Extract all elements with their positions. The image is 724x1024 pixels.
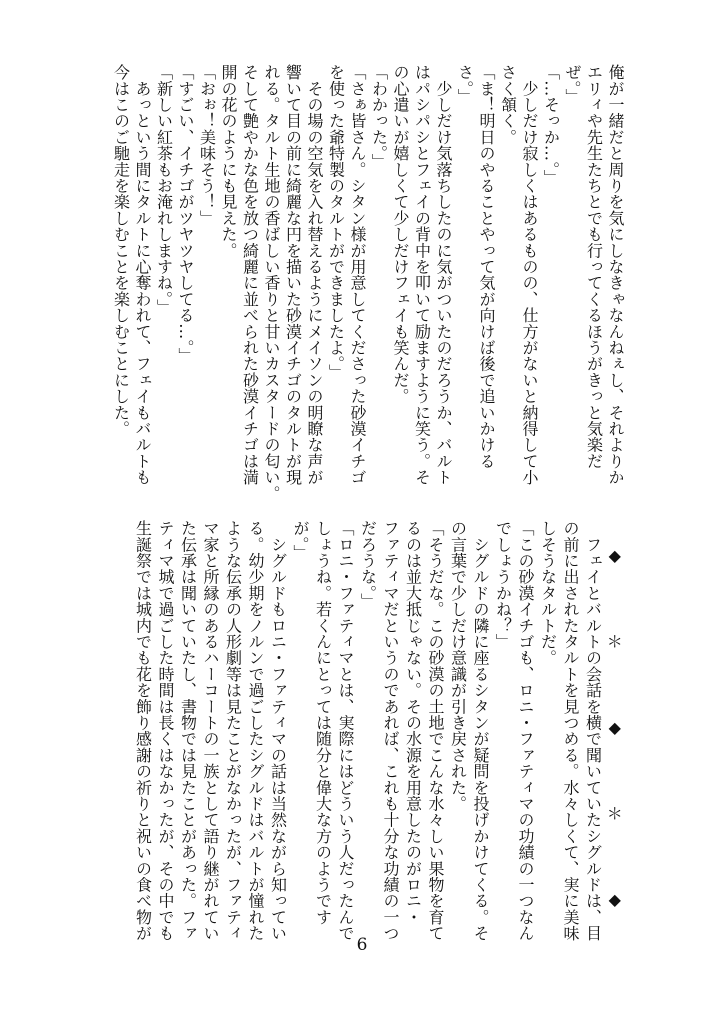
text-column: 「ロニ・ファティマとは、実際にはどういう人だったんで xyxy=(336,520,355,942)
text-column: 「ま！明日のやることやって気が向けば後で追いかける xyxy=(477,64,496,469)
text-column: シグルドの隣に座るシタンが疑問を投げかけてくる。そ xyxy=(471,520,490,942)
text-column: が。」 xyxy=(291,520,310,561)
text-column: ティマ城で過ごした時間は長くはなかったが、その中でも xyxy=(156,520,175,942)
text-column: その場の空気を入れ替えるようにメイソンの明瞭な声が xyxy=(305,64,324,486)
text-column: ファティマだというのであれば、これも十分な功績の一つ xyxy=(381,520,400,942)
page-number: 6 xyxy=(356,935,368,955)
text-column: しそうなタルトだ。 xyxy=(538,520,558,666)
text-column: の前に出されたタルトを見つめる。水々しくて、実に美味 xyxy=(561,520,580,942)
text-column: 響いて目の前に綺麗な円を描いた砂漠イチゴのタルトが現 xyxy=(283,64,303,486)
diamond-icon: ◆ xyxy=(608,718,621,737)
section-separator xyxy=(604,520,627,908)
top-text-block xyxy=(110,64,626,502)
text-column: エリィや先生たちとでも行ってくるほうがきっと気楽だ xyxy=(584,64,604,469)
text-column: そして艶やかな色を放つ綺麗に並べられた砂漠イチゴは満 xyxy=(240,64,260,486)
asterisk-icon: ＊ xyxy=(606,804,623,823)
text-column: 「この砂漠イチゴも、ロニ・ファティマの功績の一つなん xyxy=(516,520,535,942)
text-column: 今はこのご馳走を楽しむことを楽しむことにした。 xyxy=(111,64,131,437)
asterisk-icon: ＊ xyxy=(606,632,623,651)
text-column: あっという間にタルトに心奪われて、フェイもバルトも xyxy=(133,64,152,486)
text-column: 「そうだな。この砂漠の土地でこんな水々しい果物を育て xyxy=(426,520,445,942)
text-column: 「さぁ皆さん。シタン様が用意してくださった砂漠イチゴ xyxy=(348,64,367,486)
text-column: 「新しい紅茶もお淹れしますね。」 xyxy=(154,64,174,316)
text-column: ぜ。」 xyxy=(563,64,582,105)
text-column: だろうな。」 xyxy=(358,520,378,610)
text-column: れる。タルト生地の香ばしい香りと甘いカスタードの匂い。 xyxy=(262,64,281,502)
text-column: 開の花のようにも見えた。 xyxy=(219,64,238,259)
text-column: を使った爺特製のタルトができましたよ。」 xyxy=(326,64,346,380)
bottom-text-block xyxy=(131,520,626,942)
text-column: 生誕祭では城内でも花を飾り感謝の祈りと祝いの食べ物が xyxy=(133,520,153,942)
text-column: はパシパシとフェイの背中を叩いて励ますように笑う。そ xyxy=(412,64,432,486)
text-column: るのは並大抵じゃない。その水源を用意したのがロニ・ xyxy=(403,520,423,925)
text-column: でしょうかね？」 xyxy=(493,520,513,650)
text-column: 少しだけ寂しくはあるものの、仕方がないと納得して小 xyxy=(520,64,539,486)
text-column: る。幼少期をノルンで過ごしたシグルドはバルトが憧れた xyxy=(246,520,265,942)
text-column: た伝承は聞いていたし、書物では見たことがあった。ファ xyxy=(178,520,198,942)
text-column: さ。」 xyxy=(455,64,475,105)
text-column: 「すごい、イチゴがツヤツヤしてる…。」 xyxy=(176,64,195,364)
text-column: フェイとバルトの会話を横で聞いていたシグルドは、目 xyxy=(583,520,603,942)
text-column: 「…そっか…。」 xyxy=(541,64,561,186)
text-column: 「おぉ！美味そう！」 xyxy=(197,64,217,226)
text-column: さく頷く。 xyxy=(498,64,518,145)
text-column: ような伝承の人形劇等は見たことがなかったが、ファティ xyxy=(223,520,243,942)
diamond-icon: ◆ xyxy=(608,890,621,909)
text-column: 少しだけ気落ちしたのに気がついたのだろうか、バルト xyxy=(434,64,453,486)
diamond-icon: ◆ xyxy=(608,546,621,565)
text-column: しょうね。若くんにとっては随分と偉大な方のようです xyxy=(313,520,333,925)
text-column: 俺が一緒だと周りを気にしなきゃなんねぇし、それよりか xyxy=(606,64,625,486)
text-column: マ家と所縁のあるハーコートの一族として語り継がれてい xyxy=(201,520,220,942)
text-column: の心遣いが嬉しくて少しだけフェイも笑んだ。 xyxy=(391,64,410,405)
text-column: シグルドもロニ・ファティマの話は当然ながら知ってい xyxy=(268,520,288,942)
text-column: 「わかった。」 xyxy=(369,64,389,170)
text-column: の言葉で少しだけ意識が引き戻された。 xyxy=(448,520,468,812)
